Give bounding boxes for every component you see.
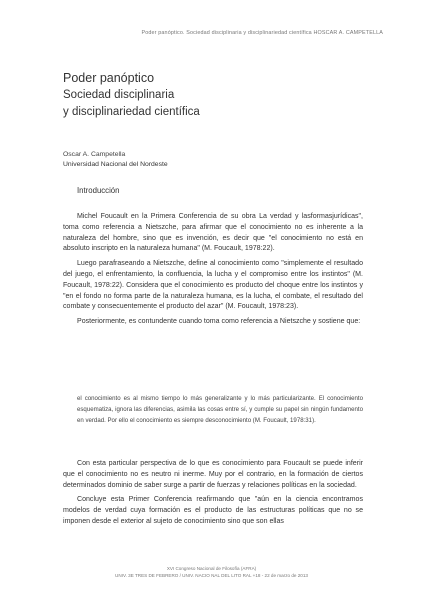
block-quote: el conocimiento es al mismo tiempo lo más generalizante y lo más particularizante. El conocimiento esquematiza, ignora las diferencias, asimila las cosas entre sí, y cumple su papel sin ningún fundamento en verdad. Por ello el conocimiento es siempre desconocimiento (M. Foucault, 1978:31). bbox=[77, 395, 363, 424]
title-block bbox=[63, 70, 383, 121]
footer-institutions: UNIV. 3E TRES DE FEBRERO / UNIV. NACIO NAL DEL LITO RAL +18 - 22 de marzo de 2013 bbox=[115, 572, 308, 578]
paragraph: Concluye esta Primer Conferencia reafirmando que "aún en la ciencia encontramos modelos de verdad cuya formación es el producto de las estructuras políticas que no se imponen desde el exterior al sujeto de conocimiento sino que son ellas bbox=[63, 496, 363, 525]
footer-congress: XVI Congreso Nacional de Filosofía (AFRA) bbox=[166, 566, 257, 571]
author-affiliation: Universidad Nacional del Nordeste bbox=[63, 161, 168, 168]
author-name: Oscar A. Campetella bbox=[63, 151, 126, 158]
title-sub-1: Sociedad disciplinaria bbox=[63, 89, 175, 101]
page-footer bbox=[0, 566, 423, 579]
body-text-bottom bbox=[63, 459, 363, 532]
paragraph: Con esta particular perspectiva de lo que es conocimiento para Foucault se puede inferir que el conocimiento no es neutro ni inerme. Muy por el contrario, en la formación de ciertos determinados dominio de saber surge a partir de fuerzas y relaciones políticas en la sociedad. bbox=[63, 460, 363, 489]
title-main: Poder panóptico bbox=[63, 71, 155, 85]
author-block bbox=[63, 150, 168, 170]
body-text-top bbox=[63, 212, 363, 332]
title-sub-2: y disciplinariedad científica bbox=[63, 106, 200, 118]
paragraph: Posteriormente, es contundente cuando toma como referencia a Nietszche y sostiene que: bbox=[77, 318, 361, 326]
section-heading: Introducción bbox=[77, 186, 120, 195]
paragraph: Michel Foucault en la Primera Conferencia de su obra La verdad y lasformasjurídicas", toma como referencia a Nietszche, para afirmar que el conocimiento no es inherente a la naturaleza del hombre, sino que es invención, es decir que "el conocimiento no está en absoluto inscripto en la naturaleza humana" (M. Foucault, 1978:22). bbox=[63, 213, 363, 253]
paragraph: Luego parafraseando a Nietszche, define al conocimiento como "simplemente el resultado del juego, el enfrentamiento, la confluencia, la lucha y el compromiso entre los instintos" (M. Foucault, 1978:22). Considera que el conocimiento es producto del choque entre los instintos y "en el fondo no forma parte de la naturaleza humana, es la lucha, el combate, el resultado del combate y consecuentemente el producto del azar" (M. Foucault, 1978:23). bbox=[63, 260, 363, 311]
running-head: Poder panóptico. Sociedad disciplinaria y disciplinariedad científica HOSCAR A. CAMPETELLA bbox=[141, 30, 383, 36]
